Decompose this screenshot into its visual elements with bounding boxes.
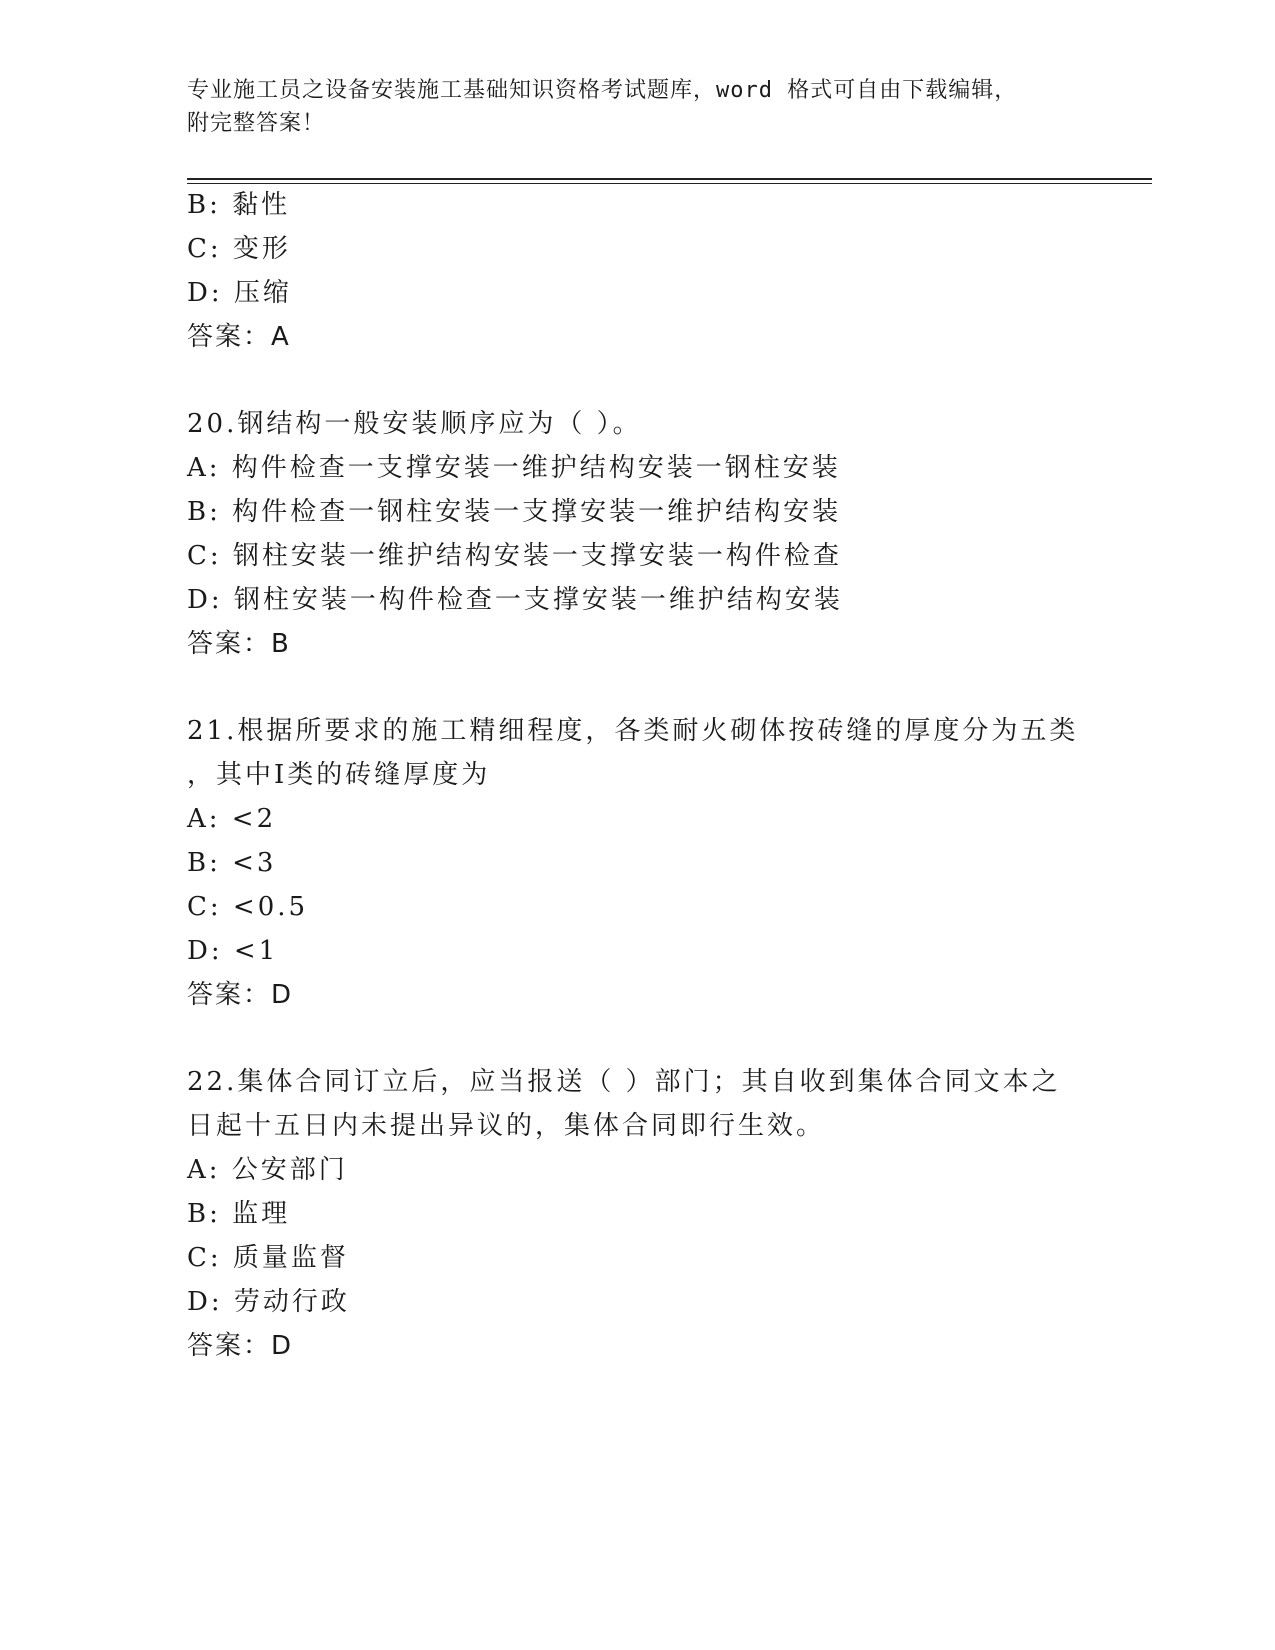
- q21-option-b: B: <3: [187, 848, 277, 878]
- q19-option-c: C: 变形: [187, 234, 291, 264]
- q21-option-c: C: <0.5: [187, 892, 309, 922]
- header-line-2: 附完整答案！: [187, 111, 326, 136]
- q22-option-b: B: 监理: [187, 1199, 291, 1229]
- q22-option-d: D: 劳动行政: [187, 1287, 350, 1317]
- q22-stem-line-2: 日起十五日内未提出异议的，集体合同即行生效。: [187, 1111, 826, 1141]
- q21-answer: 答案：D: [187, 980, 294, 1010]
- q22-answer: 答案：D: [187, 1331, 294, 1361]
- q22-option-a: A: 公安部门: [187, 1155, 348, 1185]
- q21-option-d: D: <1: [187, 936, 279, 966]
- q20-option-a: A: 构件检查一支撑安装一维护结构安装一钢柱安装: [187, 453, 841, 483]
- q22-option-c: C: 质量监督: [187, 1243, 349, 1273]
- q20-answer: 答案：B: [187, 629, 291, 659]
- q19-answer: 答案：A: [187, 322, 291, 352]
- document-header: [187, 74, 1087, 140]
- q20-option-b: B: 构件检查一钢柱安装一支撑安装一维护结构安装: [187, 497, 842, 527]
- header-divider-thick: [187, 178, 1152, 180]
- header-line-1: 专业施工员之设备安装施工基础知识资格考试题库，word 格式可自由下载编辑，: [187, 78, 1018, 103]
- q21-stem-line-1: 21.根据所要求的施工精细程度，各类耐火砌体按砖缝的厚度分为五类: [187, 716, 1079, 746]
- q19-option-b: B: 黏性: [187, 190, 291, 220]
- q21-option-a: A: <2: [187, 804, 277, 834]
- header-divider-thin: [187, 183, 1152, 184]
- q21-stem-line-2: ，其中Ⅰ类的砖缝厚度为: [187, 760, 491, 790]
- q20-option-d: D: 钢柱安装一构件检查一支撑安装一维护结构安装: [187, 585, 843, 615]
- q22-stem-line-1: 22.集体合同订立后，应当报送（ ）部门；其自收到集体合同文本之: [187, 1067, 1061, 1097]
- q19-option-d: D: 压缩: [187, 278, 292, 308]
- q20-stem: 20.钢结构一般安装顺序应为（ ）。: [187, 409, 642, 439]
- q20-option-c: C: 钢柱安装一维护结构安装一支撑安装一构件检查: [187, 541, 842, 571]
